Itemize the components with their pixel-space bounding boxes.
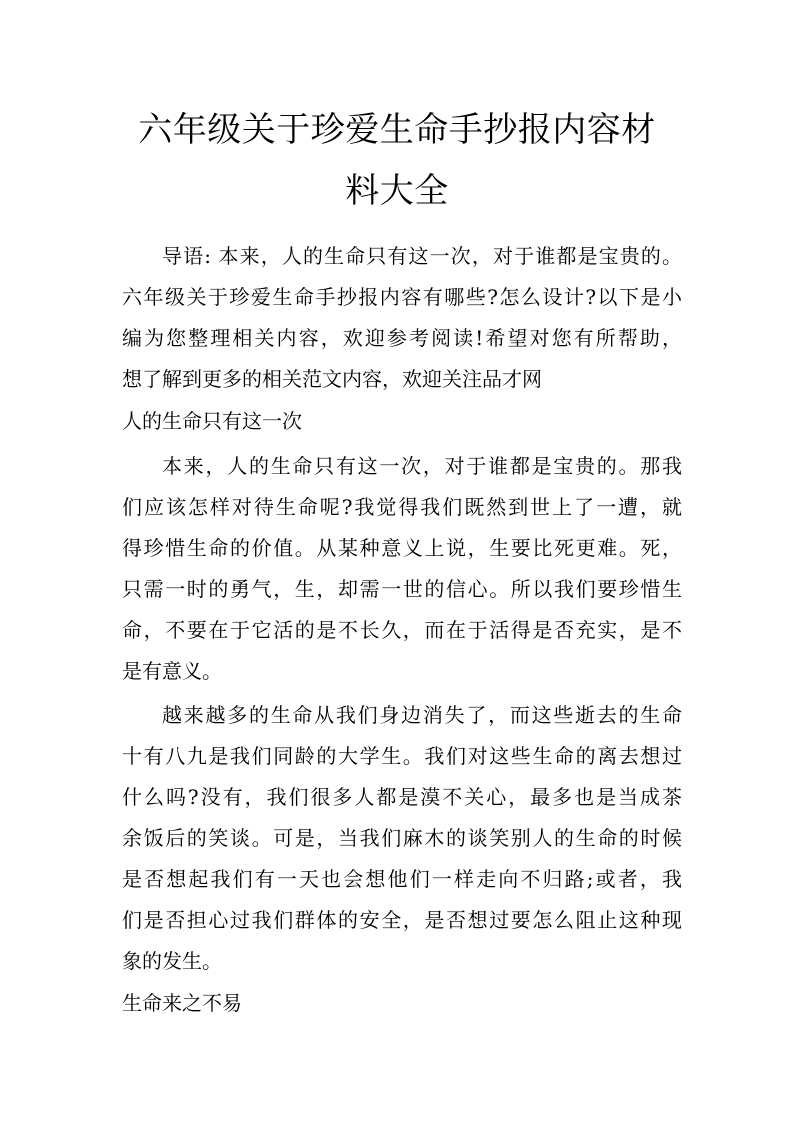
- paragraph-line: 象的发生。: [122, 949, 222, 973]
- paragraph-line: 只需一时的勇气，生，却需一世的信心。所以我们要珍惜生: [122, 577, 682, 601]
- paragraph-line: 什么吗?没有，我们很多人都是漠不关心，最多也是当成茶: [122, 785, 682, 809]
- paragraph-line: 是有意义。: [122, 659, 222, 683]
- intro-line: 导语: 本来，人的生命只有这一次，对于谁都是宝贵的。: [162, 244, 682, 268]
- intro-line: 六年级关于珍爱生命手抄报内容有哪些?怎么设计?以下是小: [122, 285, 682, 309]
- paragraph-line: 命，不要在于它活的是不长久，而在于活得是否充实，是不: [122, 618, 682, 642]
- paragraph-line: 是否想起我们有一天也会想他们一样走向不归路;或者，我: [122, 867, 682, 891]
- document-title-line-1: 六年级关于珍爱生命手抄报内容材: [138, 110, 656, 150]
- paragraph-line: 们应该怎样对待生命呢?我觉得我们既然到世上了一遭，就: [122, 495, 682, 519]
- paragraph-line: 们是否担心过我们群体的安全，是否想过要怎么阻止这种现: [122, 908, 682, 932]
- section-heading: 人的生命只有这一次: [122, 409, 302, 433]
- paragraph-line: 越来越多的生命从我们身边消失了，而这些逝去的生命: [162, 703, 682, 727]
- document-title-line-2: 料大全: [345, 171, 449, 211]
- section-heading: 生命来之不易: [122, 991, 242, 1015]
- paragraph-line: 十有八九是我们同龄的大学生。我们对这些生命的离去想过: [122, 744, 682, 768]
- intro-line: 编为您整理相关内容，欢迎参考阅读!希望对您有所帮助，: [122, 326, 682, 350]
- paragraph-line: 本来，人的生命只有这一次，对于谁都是宝贵的。那我: [162, 454, 682, 478]
- intro-line: 想了解到更多的相关范文内容，欢迎关注品才网: [122, 367, 542, 391]
- paragraph-line: 得珍惜生命的价值。从某种意义上说，生要比死更难。死，: [122, 536, 682, 560]
- paragraph-line: 余饭后的笑谈。可是，当我们麻木的谈笑别人的生命的时候: [122, 826, 682, 850]
